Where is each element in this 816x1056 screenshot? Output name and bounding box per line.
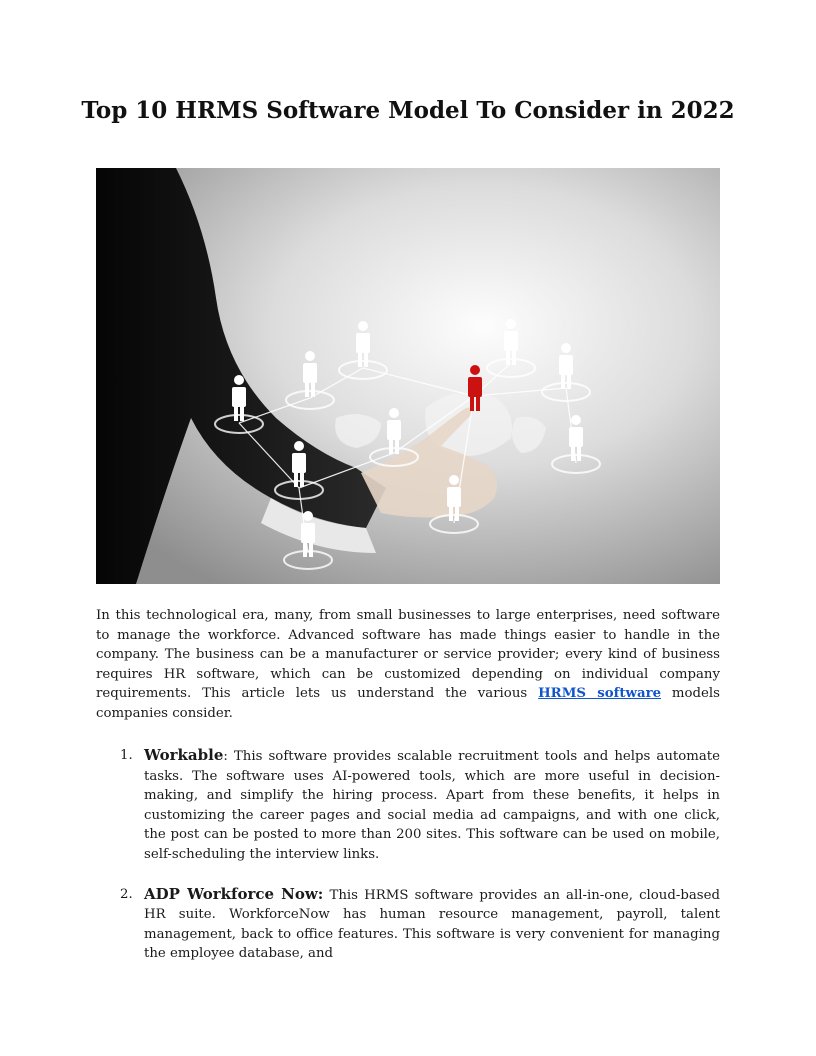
intro-text-end: models companies consider. bbox=[96, 686, 720, 721]
list-term: Workable bbox=[144, 746, 224, 764]
intro-paragraph bbox=[96, 606, 720, 724]
hrms-software-link[interactable]: HRMS software bbox=[538, 686, 662, 702]
hero-image bbox=[96, 168, 720, 584]
intro-text: In this technological era, many, from small businesses to large enterprises, need software to manage the workforce. Advanced software has made things easier to handle in the company. The business can be a manufacturer or service provider; every kind of business requires HR software, which can be customized depending on individual company requirements. This article lets us understand the various bbox=[96, 608, 720, 702]
list-separator: : bbox=[223, 749, 228, 764]
software-list bbox=[96, 746, 720, 984]
list-number: 2. bbox=[120, 886, 133, 902]
page-title: Top 10 HRMS Software Model To Consider in 2022 bbox=[81, 97, 735, 124]
list-number: 1. bbox=[120, 748, 133, 763]
list-term: ADP Workforce Now: bbox=[144, 884, 324, 903]
list-description: This software provides scalable recruitment tools and helps automate tasks. The software uses AI-powered tools, which are more useful in decision-making, and simplify the hiring process. Apart from these benefits, it helps in customizing the career pages and social media ad campaigns, and with one click, the post can be posted to more than 200 sites. This software can be used on mobile, self-scheduling the interview links. bbox=[144, 749, 720, 862]
list-item bbox=[96, 746, 720, 865]
list-description: This HRMS software provides an all-in-one, cloud-based HR suite. WorkforceNow has human resource management, payroll, talent management, back to office features. This software is very convenient for managing the employee database, and bbox=[144, 887, 720, 962]
list-item bbox=[96, 885, 720, 964]
